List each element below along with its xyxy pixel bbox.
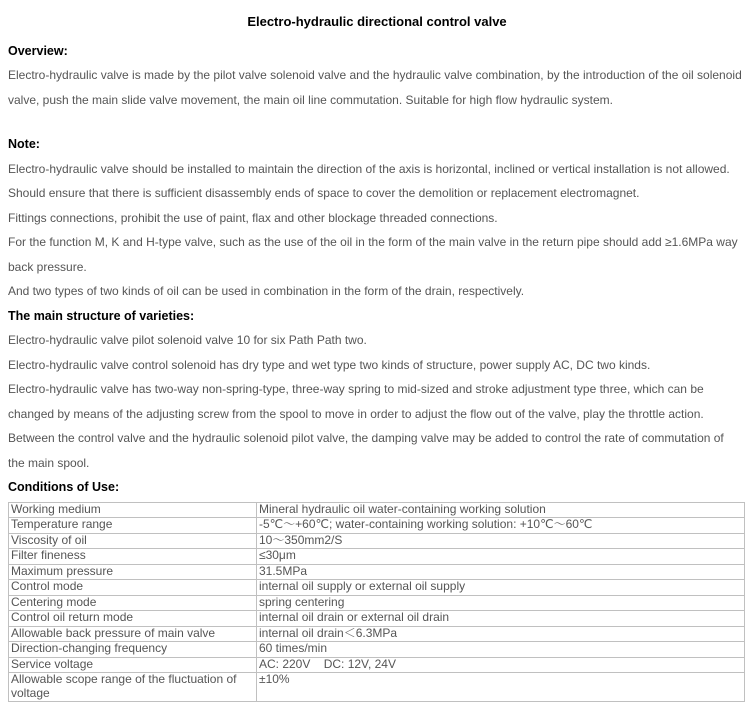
structure-line: Electro-hydraulic valve control solenoid has dry type and wet type two kinds of structure, power supply AC, DC two kinds. [8, 353, 746, 378]
note-line: Electro-hydraulic valve should be installed to maintain the direction of the axis is horizontal, inclined or vertical installation is not allowed. [8, 157, 746, 182]
table-row [9, 549, 745, 565]
table-row [9, 502, 745, 518]
condition-value: ±10% [257, 673, 745, 702]
note-line: back pressure. [8, 255, 746, 280]
note-line: Should ensure that there is sufficient disassembly ends of space to cover the demolition or replacement electromagnet. [8, 181, 746, 206]
table-row [9, 580, 745, 596]
condition-value: internal oil drain or external oil drain [257, 611, 745, 627]
structure-line: the main spool. [8, 451, 746, 476]
condition-label: Control oil return mode [9, 611, 257, 627]
table-row [9, 518, 745, 534]
condition-value: Mineral hydraulic oil water-containing working solution [257, 502, 745, 518]
table-row [9, 533, 745, 549]
condition-label: Maximum pressure [9, 564, 257, 580]
condition-value: ≤30μm [257, 549, 745, 565]
condition-value: 60 times/min [257, 642, 745, 658]
structure-heading: The main structure of varieties: [8, 304, 746, 329]
conditions-heading: Conditions of Use: [8, 475, 746, 500]
condition-value: internal oil supply or external oil supply [257, 580, 745, 596]
condition-value: 31.5MPa [257, 564, 745, 580]
condition-value: -5℃～+60℃; water-containing working solution: +10℃～60℃ [257, 518, 745, 534]
overview-line: Electro-hydraulic valve is made by the pilot valve solenoid valve and the hydraulic valve combination, by the introduction of the oil solenoid [8, 63, 746, 88]
table-row [9, 673, 745, 702]
structure-line: changed by means of the adjusting screw from the spool to move in order to adjust the flow out of the valve, play the throttle action. [8, 402, 746, 427]
condition-label: Centering mode [9, 595, 257, 611]
condition-label: Allowable back pressure of main valve [9, 626, 257, 642]
condition-label: Allowable scope range of the fluctuation of voltage [9, 673, 257, 702]
condition-label: Viscosity of oil [9, 533, 257, 549]
table-row [9, 595, 745, 611]
condition-label: Service voltage [9, 657, 257, 673]
condition-value: spring centering [257, 595, 745, 611]
page-title: Electro-hydraulic directional control valve [8, 10, 746, 35]
condition-value: internal oil drain＜6.3MPa [257, 626, 745, 642]
structure-line: Electro-hydraulic valve has two-way non-spring-type, three-way spring to mid-sized and stroke adjustment type three, which can be [8, 377, 746, 402]
condition-label: Working medium [9, 502, 257, 518]
note-line: And two types of two kinds of oil can be used in combination in the form of the drain, respectively. [8, 279, 746, 304]
condition-label: Direction-changing frequency [9, 642, 257, 658]
table-row [9, 626, 745, 642]
table-row [9, 657, 745, 673]
condition-label: Filter fineness [9, 549, 257, 565]
condition-label: Temperature range [9, 518, 257, 534]
condition-label: Control mode [9, 580, 257, 596]
note-line: For the function M, K and H-type valve, such as the use of the oil in the form of the main valve in the return pipe should add ≥1.6MPa way [8, 230, 746, 255]
table-row [9, 642, 745, 658]
overview-heading: Overview: [8, 39, 746, 64]
condition-value: 10～350mm2/S [257, 533, 745, 549]
structure-line: Between the control valve and the hydraulic solenoid pilot valve, the damping valve may be added to control the rate of commutation of [8, 426, 746, 451]
conditions-table [8, 502, 745, 702]
note-line: Fittings connections, prohibit the use of paint, flax and other blockage threaded connections. [8, 206, 746, 231]
table-row [9, 564, 745, 580]
note-heading: Note: [8, 132, 746, 157]
overview-line: valve, push the main slide valve movement, the main oil line commutation. Suitable for high flow hydraulic system. [8, 88, 746, 113]
structure-line: Electro-hydraulic valve pilot solenoid valve 10 for six Path Path two. [8, 328, 746, 353]
condition-value: AC: 220V DC: 12V, 24V [257, 657, 745, 673]
table-row [9, 611, 745, 627]
